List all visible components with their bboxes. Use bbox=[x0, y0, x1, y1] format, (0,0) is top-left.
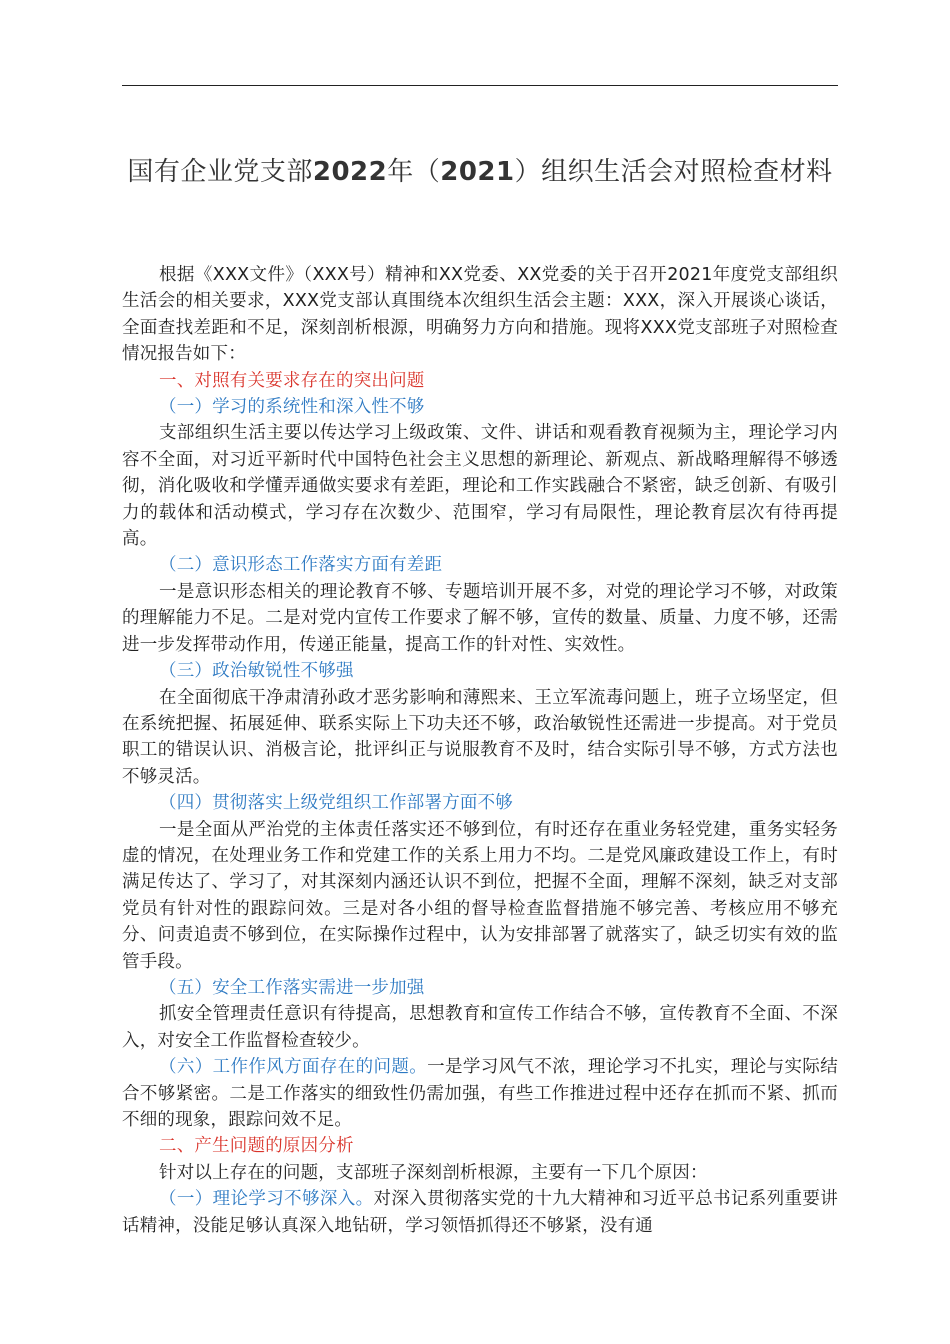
section-heading-1: 一、对照有关要求存在的突出问题 bbox=[159, 370, 425, 391]
document-title: 国有企业党支部2022年（2021）组织生活会对照检查材料 bbox=[127, 157, 833, 187]
inline-subheading: （六）工作作风方面存在的问题。 bbox=[159, 1057, 428, 1078]
section-heading-2: 二、产生问题的原因分析 bbox=[159, 1136, 354, 1157]
body-paragraph-work-style: （六）工作作风方面存在的问题。一是学习风气不浓，理论学习不扎实，理论与实际结合不够紧密。二是工作落实的细致性仍需加强，有些工作推进过程中还存在抓而不紧、抓而不细的现象，跟踪问效不足。 bbox=[122, 1057, 838, 1130]
body-paragraph: 支部组织生活主要以传达学习上级政策、文件、讲话和观看教育视频为主，理论学习内容不全面，对习近平新时代中国特色社会主义思想的新理论、新观点、新战略理解得不够透彻，消化吸收和学懂弄通做实要求有差距，理论和工作实践融合不紧密，缺乏创新、有吸引力的载体和活动模式，学习存在次数少、范围窄，学习有局限性，理论教育层次有待再提高。 bbox=[122, 423, 838, 550]
subheading-study: （一）学习的系统性和深入性不够 bbox=[159, 397, 425, 418]
subheading-implementation: （四）贯彻落实上级党组织工作部署方面不够 bbox=[159, 793, 513, 814]
body-paragraph: 一是全面从严治党的主体责任落实还不够到位，有时还存在重业务轻党建，重务实轻务虚的情况，在处理业务工作和党建工作的关系上用力不均。二是党风廉政建设工作上，有时满足传达了、学习了，对其深刻内涵还认识不到位，把握不全面，理解不深刻，缺乏对支部党员有针对性的跟踪问效。三是对各小组的督导检查监督措施不够完善、考核应用不够充分、问责追责不够到位，在实际操作过程中，认为安排部署了就落实了，缺乏切实有效的监管手段。 bbox=[122, 819, 838, 972]
subheading-political: （三）政治敏锐性不够强 bbox=[159, 661, 354, 682]
top-divider bbox=[122, 85, 838, 86]
body-paragraph-theory: （一）理论学习不够深入。对深入贯彻落实党的十九大精神和习近平总书记系列重要讲话精神，没能足够认真深入地钻研，学习领悟抓得还不够紧，没有通 bbox=[122, 1189, 839, 1236]
body-paragraph: 在全面彻底干净肃清孙政才恶劣影响和薄熙来、王立军流毒问题上，班子立场坚定，但在系统把握、拓展延伸、联系实际上下功夫还不够，政治敏锐性还需进一步提高。对于党员职工的错误认识、消极言论，批评纠正与说服教育不及时，结合实际引导不够，方式方法也不够灵活。 bbox=[122, 687, 838, 787]
inline-subheading: （一）理论学习不够深入。 bbox=[159, 1189, 374, 1210]
intro-paragraph: 根据《XXX文件》（XXX号）精神和XX党委、XX党委的关于召开2021年度党支部组织生活会的相关要求，XXX党支部认真围绕本次组织生活会主题：XXX，深入开展谈心谈话，全面查找差距和不足，深刻剖析根源，明确努力方向和措施。现将XXX党支部班子对照检查情况报告如下： bbox=[122, 265, 838, 365]
subheading-ideology: （二）意识形态工作落实方面有差距 bbox=[159, 555, 443, 576]
body-paragraph: 针对以上存在的问题，支部班子深刻剖析根源，主要有一下几个原因： bbox=[159, 1162, 708, 1183]
subheading-safety: （五）安全工作落实需进一步加强 bbox=[159, 977, 425, 998]
body-paragraph: 一是意识形态相关的理论教育不够、专题培训开展不多，对党的理论学习不够，对政策的理解能力不足。二是对党内宣传工作要求了解不够，宣传的数量、质量、力度不够，还需进一步发挥带动作用，传递正能量，提高工作的针对性、实效性。 bbox=[122, 581, 838, 655]
body-paragraph: 抓安全管理责任意识有待提高，思想教育和宣传工作结合不够，宣传教育不全面、不深入，对安全工作监督检查较少。 bbox=[122, 1004, 838, 1051]
document-body bbox=[122, 262, 838, 1239]
